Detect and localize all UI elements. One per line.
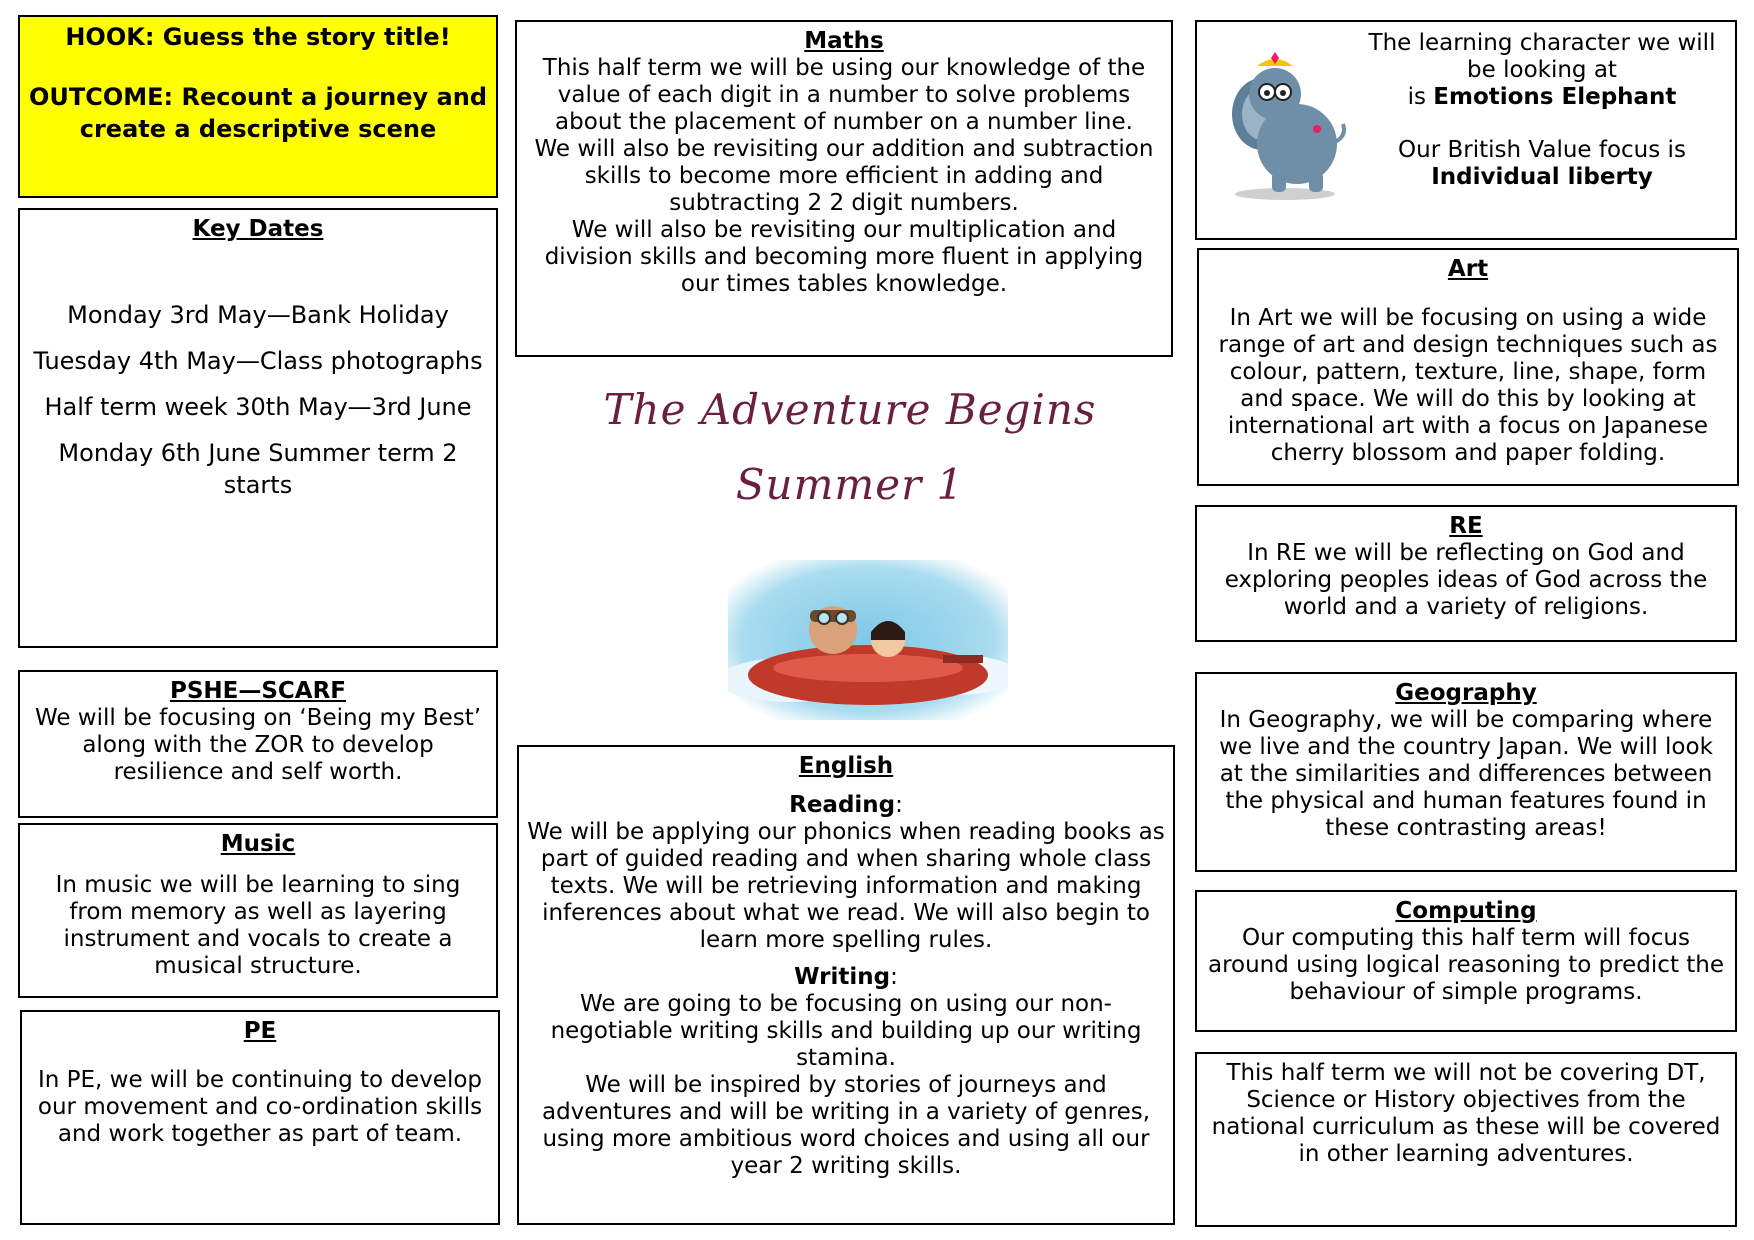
- computing-text: Our computing this half term will focus around using logical reasoning to predict the behaviour of simple programs.: [1207, 925, 1725, 1005]
- re-heading: RE: [1449, 513, 1483, 539]
- re-text: In RE we will be reflecting on God and exploring peoples ideas of God across the world and a variety of religions.: [1224, 540, 1708, 620]
- writing-label: Writing: [794, 964, 891, 990]
- key-date-item: Half term week 30th May—3rd June: [44, 393, 472, 421]
- pshe-heading: PSHE—SCARF: [169, 678, 347, 704]
- art-box: [1197, 248, 1739, 486]
- learning-character-box: [1195, 20, 1737, 240]
- topic-title: The Adventure Begins: [603, 385, 1097, 434]
- key-dates-heading: Key Dates: [192, 216, 324, 242]
- pe-text: In PE, we will be continuing to develop our movement and co-ordination skills and work together as part of team.: [37, 1067, 483, 1147]
- key-dates-box: [18, 208, 498, 648]
- pe-heading: PE: [243, 1018, 277, 1044]
- computing-heading: Computing: [1395, 898, 1537, 924]
- art-text: In Art we will be focusing on using a wide range of art and design techniques such as colour, pattern, texture, line, shape, form and space. We will do this by looking at international art with a focus on Japanese cherry blossom and paper folding.: [1218, 305, 1718, 466]
- not-covered-box: [1195, 1052, 1737, 1227]
- character-intro: The learning character we will be looking at: [1368, 30, 1716, 83]
- key-date-item: Tuesday 4th May—Class photographs: [33, 347, 483, 375]
- computing-box: [1195, 890, 1737, 1032]
- maths-text: This half term we will be using our knowledge of the value of each digit in a number to solve problems about the placement of number on a number line. We will also be revisiting our addition and subtraction skills to become more efficient in adding and subtracting 2 2 digit numbers. We will also be revisiting our multiplication and division skills and becoming more fluent in applying our times tables knowledge.: [534, 55, 1154, 297]
- british-value: Individual liberty: [1431, 164, 1653, 190]
- pshe-text: We will be focusing on ‘Being my Best’ along with the ZOR to develop resilience and self worth.: [34, 705, 482, 785]
- pe-box: [20, 1010, 500, 1225]
- reading-text: We will be applying our phonics when reading books as part of guided reading and when sharing whole class texts. We will be retrieving information and making inferences about what we read. We will also begin to learn more spelling rules.: [527, 819, 1165, 953]
- pshe-box: [18, 670, 498, 818]
- hook-text: HOOK: Guess the story title!: [65, 23, 451, 51]
- plane-adventure-icon: [728, 560, 1008, 720]
- maths-box: [515, 20, 1173, 357]
- key-date-item: Monday 6th June Summer term 2 starts: [58, 439, 458, 499]
- hook-outcome-box: [18, 15, 498, 198]
- geography-heading: Geography: [1395, 680, 1537, 706]
- british-value-intro: Our British Value focus is: [1398, 137, 1686, 163]
- writing-text: We are going to be focusing on using our non-negotiable writing skills and building up our writing stamina. We will be inspired by stories of journeys and adventures and will be writing in a variety of genres, using more ambitious word choices and using all our year 2 writing skills.: [541, 991, 1151, 1179]
- character-name: Emotions Elephant: [1433, 84, 1677, 110]
- english-box: English Reading: We will be applying our phonics when reading books as part of guided reading and when sharing whole class texts. We will be retrieving information and making inferences about what we read. We will also begin to learn more spelling rules. Writing: We are going to be focusing on using our non-negotiable writing skills and building up our writing stamina. We will be inspired by stories of journeys and adventures and will be writing in a variety of genres, using more ambitious word choices and using all our year 2 writing skills.: [517, 745, 1175, 1225]
- maths-heading: Maths: [804, 28, 884, 54]
- music-text: In music we will be learning to sing from memory as well as layering instrument and vocals to create a musical structure.: [55, 872, 461, 979]
- re-box: [1195, 505, 1737, 642]
- music-heading: Music: [220, 831, 296, 857]
- key-date-item: Monday 3rd May—Bank Holiday: [67, 301, 449, 329]
- english-heading: English: [798, 753, 894, 779]
- character-is-label: is: [1407, 84, 1434, 110]
- music-box: [18, 823, 498, 998]
- art-heading: Art: [1447, 256, 1489, 282]
- reading-label: Reading: [789, 792, 896, 818]
- elephant-icon: [1217, 44, 1352, 204]
- term-title: Summer 1: [735, 460, 965, 509]
- not-covered-text: This half term we will not be covering DT, Science or History objectives from the national curriculum as these will be covered in other learning adventures.: [1211, 1060, 1721, 1167]
- geography-box: [1195, 672, 1737, 872]
- geography-text: In Geography, we will be comparing where we live and the country Japan. We will look at the similarities and differences between the physical and human features found in these contrasting areas!: [1219, 707, 1713, 841]
- outcome-text: OUTCOME: Recount a journey and create a descriptive scene: [29, 83, 487, 143]
